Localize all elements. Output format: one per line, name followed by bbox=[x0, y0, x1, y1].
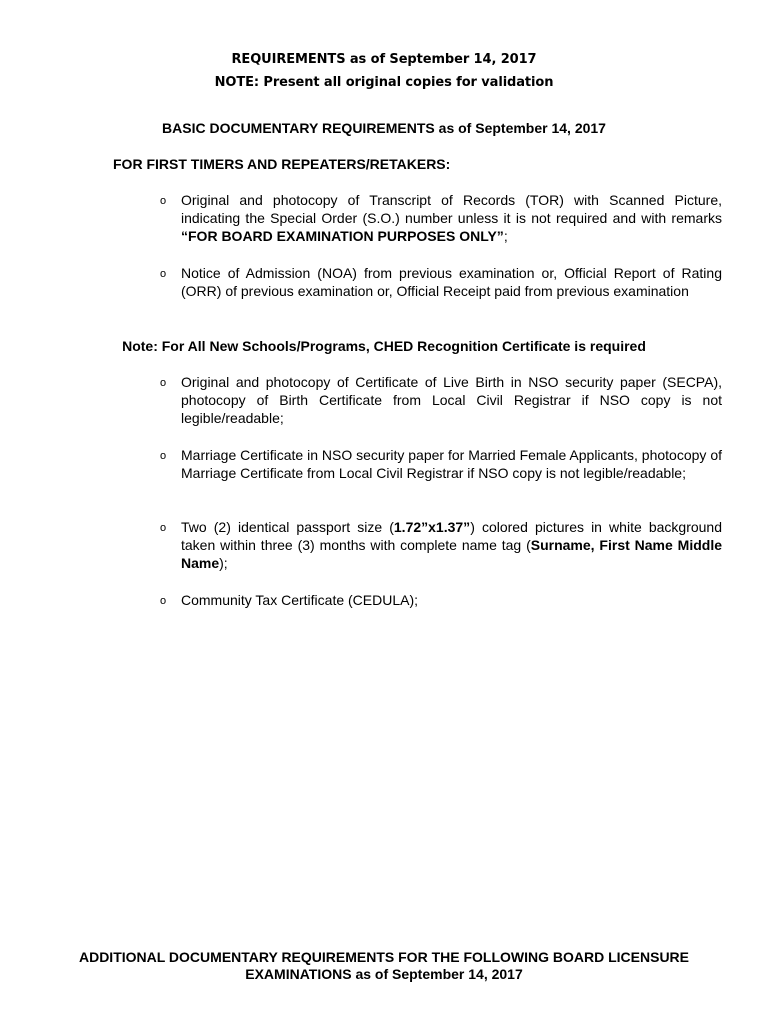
bullet-icon: o bbox=[160, 595, 167, 607]
bullet-icon: o bbox=[160, 377, 167, 389]
ched-note: Note: For All New Schools/Programs, CHED Recognition Certificate is required bbox=[122, 338, 646, 354]
bullet-icon: o bbox=[160, 268, 167, 280]
list-item-text: Notice of Admission (NOA) from previous examination or, Official Report of Rating (ORR) of previous examination or, Official Receipt paid from previous examination bbox=[181, 265, 722, 299]
list-item bbox=[160, 373, 722, 427]
bullet-icon: o bbox=[160, 522, 167, 534]
page-title: REQUIREMENTS as of September 14, 2017 bbox=[231, 52, 537, 67]
bullet-icon: o bbox=[160, 450, 167, 462]
bullet-icon: o bbox=[160, 195, 167, 207]
section-heading: FOR FIRST TIMERS AND REPEATERS/RETAKERS: bbox=[113, 156, 451, 172]
list-item-text: Original and photocopy of Certificate of Live Birth in NSO security paper (SECPA), photocopy of Birth Certificate from Local Civil Registrar if NSO copy is not legible/readable; bbox=[181, 374, 722, 426]
list-item bbox=[160, 518, 722, 572]
list-item-text: Original and photocopy of Transcript of Records (TOR) with Scanned Picture, indicating the Special Order (S.O.) number unless it is not required and with remarks “FOR BOARD EXAMINATION PURPOSES ONLY”; bbox=[181, 192, 722, 244]
list-item bbox=[160, 264, 722, 300]
additional-requirements-title: ADDITIONAL DOCUMENTARY REQUIREMENTS FOR THE FOLLOWING BOARD LICENSURE EXAMINATIONS as of September 14, 2017 bbox=[78, 949, 690, 982]
list-item-text: Marriage Certificate in NSO security paper for Married Female Applicants, photocopy of Marriage Certificate from Local Civil Registrar if NSO copy is not legible/readable; bbox=[181, 447, 722, 481]
validation-note: NOTE: Present all original copies for validation bbox=[214, 75, 554, 90]
list-item-text: Community Tax Certificate (CEDULA); bbox=[181, 592, 419, 608]
list-item bbox=[160, 446, 722, 482]
list-item-text: Two (2) identical passport size (1.72”x1.37”) colored pictures in white background taken within three (3) months with complete name tag (Surname, First Name Middle Name); bbox=[181, 519, 723, 571]
list-item bbox=[160, 591, 722, 609]
basic-requirements-title: BASIC DOCUMENTARY REQUIREMENTS as of September 14, 2017 bbox=[162, 120, 606, 136]
list-item bbox=[160, 191, 722, 245]
